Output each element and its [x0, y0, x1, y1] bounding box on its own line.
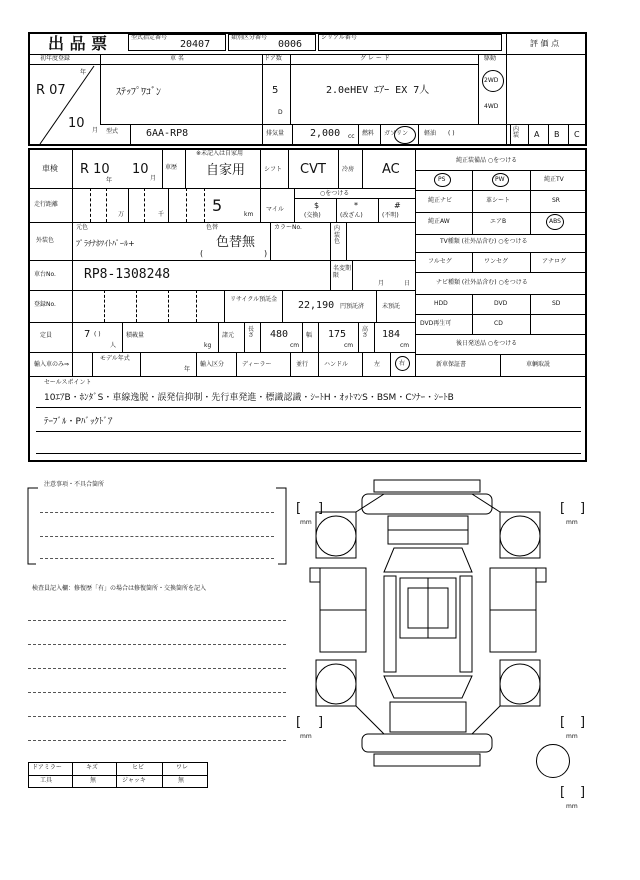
- shaken-era: R 10: [80, 162, 110, 177]
- sales-line-1: 10ｴｱB・ﾎﾝﾀﾞS・車線逸脱・誤発信抑制・先行車発進・標識認識・ｼｰﾄH・ｵｯﾄﾏﾝS・BSM・Cｿﾅｰ・ｼｰﾄB: [44, 393, 454, 403]
- shareki-label: 車歴: [165, 164, 178, 171]
- tire-rl-mm: mm: [300, 733, 312, 740]
- equip-ps: PS: [438, 176, 446, 183]
- shift-value: CVT: [300, 162, 326, 177]
- sales-line-2: ﾃｰﾌﾞﾙ・Pﾊﾞｯｸﾄﾞｱ: [44, 417, 113, 427]
- length-value: 480: [270, 329, 289, 340]
- koukan-mark: $: [314, 201, 320, 210]
- ruibetsu-value: 0006: [278, 39, 303, 50]
- year-diagonal: [28, 64, 100, 146]
- model-year-label: モデル年式: [100, 355, 130, 362]
- tire-fr-bracket-r: ]: [580, 501, 586, 516]
- teiin-label: 定員: [40, 332, 53, 339]
- drive-label: 駆動: [484, 55, 497, 62]
- shift-label: シフト: [264, 166, 283, 173]
- tire-rl-bracket-r: ]: [318, 715, 324, 730]
- displacement-value: 2,000: [310, 128, 341, 139]
- shaken-year-unit: 年: [106, 177, 113, 184]
- length-cm: cm: [290, 342, 300, 349]
- cd: CD: [494, 320, 503, 327]
- fuel-paren: ( ): [448, 130, 455, 137]
- handle-right: 右: [399, 360, 406, 367]
- kg-unit: kg: [204, 342, 212, 349]
- form-title: 出 品 票: [48, 34, 108, 53]
- iroban-value: 色替無: [216, 235, 256, 250]
- import-parallel: 並行: [296, 361, 309, 368]
- notes-label: 注意事項・不具合箇所: [44, 481, 105, 488]
- tire-fr-bracket-l: [: [560, 501, 566, 516]
- meigi-month: 月: [378, 280, 385, 287]
- shaken-month: 10: [132, 162, 149, 177]
- model-value: 6AA-RP8: [146, 128, 189, 139]
- tire-rr-mm: mm: [566, 733, 578, 740]
- name-value: ｽﾃｯﾌﾟﾜｺﾞﾝ: [116, 87, 161, 98]
- naiso-a: A: [534, 130, 540, 139]
- mile-label: マイル: [266, 206, 284, 213]
- teiin-unit: 人: [110, 342, 117, 349]
- doors-value: 5: [272, 85, 279, 96]
- gaisoshoku-label: 外装色: [36, 237, 55, 244]
- fumei-label: (不明): [382, 212, 399, 219]
- model-label: 型式: [106, 128, 119, 135]
- tire-rl-bracket-l: [: [296, 715, 302, 730]
- sen-unit: 千: [158, 211, 165, 218]
- mitakutaku: 未預託: [382, 303, 401, 310]
- later-header: 後日発送品 ○をつける: [456, 340, 518, 347]
- toroku-label: 登録No.: [34, 301, 56, 308]
- width-cm: cm: [344, 342, 354, 349]
- shiki-label: 型式指定番号: [131, 34, 168, 41]
- later-manual: 車輌取説: [526, 361, 551, 368]
- fuel-diesel: 軽油: [424, 130, 437, 137]
- import-dealer: ディーラー: [242, 361, 272, 368]
- doors-label: ドア数: [264, 55, 282, 62]
- serial-label: シリアル番号: [321, 34, 357, 41]
- tv-oneseg: ワンセグ: [484, 258, 509, 265]
- fuel-gasoline: ガソリン: [384, 130, 409, 137]
- meigi-label: 名変期限: [333, 265, 352, 280]
- legend-kizu: キズ: [86, 764, 98, 771]
- displacement-label: 排気量: [266, 130, 285, 137]
- width-value: 175: [328, 329, 347, 340]
- car-damage-diagram: [296, 476, 586, 768]
- chassis-value: RP8-1308248: [84, 267, 171, 282]
- fumei-mark: #: [394, 201, 401, 210]
- legend-hibi: ヒビ: [132, 764, 145, 771]
- chassis-label: 車台No.: [34, 271, 56, 278]
- cc-unit: cc: [348, 133, 355, 140]
- inspector-label: 検査員記入欄：修復歴「有」の場合は修復箇所・交換箇所を記入: [32, 585, 207, 592]
- km-unit: km: [244, 211, 254, 218]
- tire-fl-mm: mm: [300, 519, 312, 526]
- grade-label: グ レ ー ド: [360, 55, 390, 62]
- naiso-b: B: [554, 130, 560, 139]
- tire-fl-bracket-l: [: [296, 501, 302, 516]
- later-warranty: 新車保証書: [436, 361, 467, 368]
- equip-airbag: エアB: [490, 218, 507, 225]
- drive-2wd: 2WD: [484, 77, 499, 84]
- teiin-value: 7: [84, 329, 91, 340]
- ruibetsu-label: 類別区分番号: [231, 34, 268, 41]
- shaken-label: 車検: [42, 164, 58, 173]
- naiso-c: C: [574, 130, 580, 139]
- equip-leather: 革シート: [486, 197, 511, 204]
- shogen-label: 諸元: [222, 332, 235, 339]
- teiin-paren: ( ): [94, 331, 101, 338]
- handle-label: ハンドル: [324, 361, 349, 368]
- mileage-label: 走行距離: [34, 201, 59, 208]
- tire-spare-bracket-l: [: [560, 785, 566, 800]
- width-label: 幅: [306, 332, 313, 339]
- cooler-label: 冷房: [342, 166, 355, 173]
- equip-abs: ABS: [549, 218, 561, 225]
- hyoka-label: 評 価 点: [530, 39, 560, 48]
- sekisai-label: 積載量: [126, 332, 145, 339]
- legend-kougu: 工具: [40, 777, 53, 784]
- recycle-value: 22,190: [298, 300, 335, 311]
- navi-type-header: ナビ種類 (社外品含む) ○をつける: [436, 279, 528, 286]
- spare-tire: [536, 744, 570, 778]
- color-no-label: カラーNo.: [274, 224, 302, 231]
- dvd-play: DVD再生可: [420, 320, 452, 327]
- shareki-note: ※未記入は自家用: [196, 150, 244, 157]
- naiso-color-label: 内装色: [334, 225, 341, 246]
- tv-type-header: TV種類 (社外品含む) ○をつける: [440, 238, 528, 245]
- grade-value: 2.0eHEV ｴｱｰ EX 7人: [326, 85, 430, 96]
- height-cm: cm: [400, 342, 410, 349]
- tire-spare-mm: mm: [566, 803, 578, 810]
- import-kubun-label: 輸入区分: [200, 361, 225, 368]
- man-unit: 万: [118, 211, 125, 218]
- navi-sd: SD: [552, 300, 561, 307]
- tire-rr-bracket-r: ]: [580, 715, 586, 730]
- equip-navi: 純正ナビ: [428, 197, 453, 204]
- tv-analog: アナログ: [542, 258, 567, 265]
- legend-kougu-val: 無: [90, 777, 97, 784]
- tire-fl-bracket-r: ]: [318, 501, 324, 516]
- era-value: R 07: [36, 83, 66, 98]
- legend-doormirror: ドアミラー: [32, 764, 62, 771]
- fuel-label: 燃料: [362, 130, 375, 137]
- meigi-day: 日: [404, 280, 411, 287]
- height-label: 高さ: [362, 326, 369, 339]
- legend-jack-val: 無: [178, 777, 185, 784]
- year-reg-label: 初年度登録: [40, 55, 71, 62]
- shaken-month-unit: 月: [150, 175, 157, 182]
- sales-label: セールスポイント: [44, 379, 92, 386]
- legend-jack: ジャッキ: [122, 777, 146, 784]
- handle-left: 左: [374, 361, 381, 368]
- month-value: 10: [68, 116, 85, 131]
- tv-fullseg: フルセグ: [428, 258, 452, 265]
- mileage-digit: 5: [212, 196, 223, 215]
- kaizan-mark: *: [354, 201, 358, 210]
- mileage-tsukeru: ○をつける: [320, 190, 350, 197]
- shiki-value: 20407: [180, 39, 211, 50]
- tire-spare-bracket-r: ]: [580, 785, 586, 800]
- naiso-label: 内装: [513, 126, 520, 139]
- iroban-paren-l: (: [200, 249, 204, 258]
- kaizan-label: (改ざん): [340, 212, 363, 219]
- doors-d: D: [278, 109, 283, 116]
- equip-sr: SR: [552, 197, 560, 204]
- notes-bracket: [26, 486, 288, 566]
- iroban-paren-r: ): [264, 249, 268, 258]
- height-value: 184: [382, 329, 401, 340]
- equip-aw: 純正AW: [428, 218, 450, 225]
- motoiro-label: 元色: [76, 224, 89, 231]
- shareki-value: 自家用: [206, 163, 246, 178]
- year-unit: 年: [80, 69, 87, 76]
- recycle-unit: 円預託済: [340, 303, 365, 310]
- name-label: 車 名: [170, 55, 184, 62]
- length-label: 長さ: [248, 326, 255, 339]
- tire-rr-bracket-l: [: [560, 715, 566, 730]
- drive-4wd: 4WD: [484, 103, 499, 110]
- navi-hdd: HDD: [434, 300, 448, 307]
- legend-ware: ワレ: [176, 764, 189, 771]
- month-unit: 月: [92, 127, 99, 134]
- equip-header: 純正装備品 ○をつける: [456, 157, 518, 164]
- navi-dvd: DVD: [494, 300, 508, 307]
- import-label: 輸入車のみ⇒: [34, 361, 70, 368]
- cooler-value: AC: [382, 162, 400, 177]
- iroban-label: 色替: [206, 224, 219, 231]
- equip-pw: PW: [495, 176, 505, 183]
- motoiro-value: ﾌﾟﾗﾁﾅﾎﾜｲﾄﾊﾟｰﾙ+: [76, 239, 135, 248]
- koukan-label: (交換): [304, 212, 321, 219]
- equip-tv: 純正TV: [544, 176, 564, 183]
- recycle-label: リサイクル預託金: [230, 296, 278, 303]
- tire-fr-mm: mm: [566, 519, 578, 526]
- model-year-unit: 年: [184, 366, 191, 373]
